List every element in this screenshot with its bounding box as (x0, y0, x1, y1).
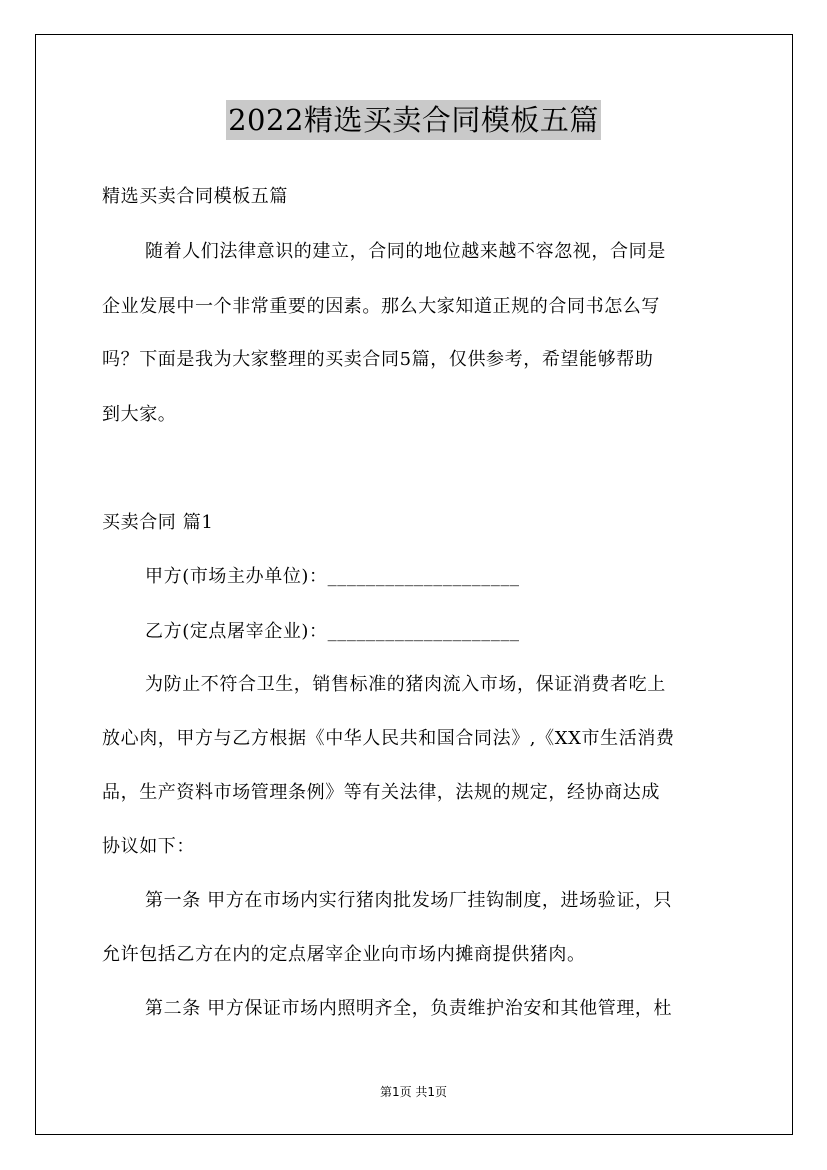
article-1-line-1: 第一条 甲方在市场内实行猪肉批发场厂挂钩制度，进场验证，只 (145, 890, 673, 911)
article-2-line-1: 第二条 甲方保证市场内照明齐全，负责维护治安和其他管理，杜 (145, 998, 673, 1019)
intro-line-1: 随着人们法律意识的建立，合同的地位越来越不容忽视，合同是 (145, 241, 666, 262)
subtitle: 精选买卖合同模板五篇 (102, 186, 288, 207)
purpose-line-3: 品，生产资料市场管理条例》等有关法律，法规的规定，经协商达成 (102, 782, 660, 803)
intro-line-2: 企业发展中一个非常重要的因素。那么大家知道正规的合同书怎么写 (102, 296, 660, 317)
intro-line-3: 吗？下面是我为大家整理的买卖合同5篇，仅供参考，希望能够帮助 (102, 349, 654, 370)
section-heading: 买卖合同 篇1 (102, 512, 214, 533)
page-footer: 第1页 共1页 (379, 1085, 448, 1099)
purpose-line-2: 放心肉，甲方与乙方根据《中华人民共和国合同法》,《XX市生活消费 (102, 728, 675, 749)
party-a-line: 甲方(市场主办单位)：____________________ (145, 566, 520, 587)
party-b-line: 乙方(定点屠宰企业)：____________________ (145, 621, 520, 642)
article-1-line-2: 允许包括乙方在内的定点屠宰企业向市场内摊商提供猪肉。 (102, 944, 586, 965)
document-title: 2022精选买卖合同模板五篇 (226, 100, 601, 140)
purpose-line-4: 协议如下： (102, 836, 195, 857)
purpose-line-1: 为防止不符合卫生，销售标准的猪肉流入市场，保证消费者吃上 (145, 674, 666, 695)
title-container (0, 100, 827, 140)
intro-line-4: 到大家。 (102, 404, 177, 425)
